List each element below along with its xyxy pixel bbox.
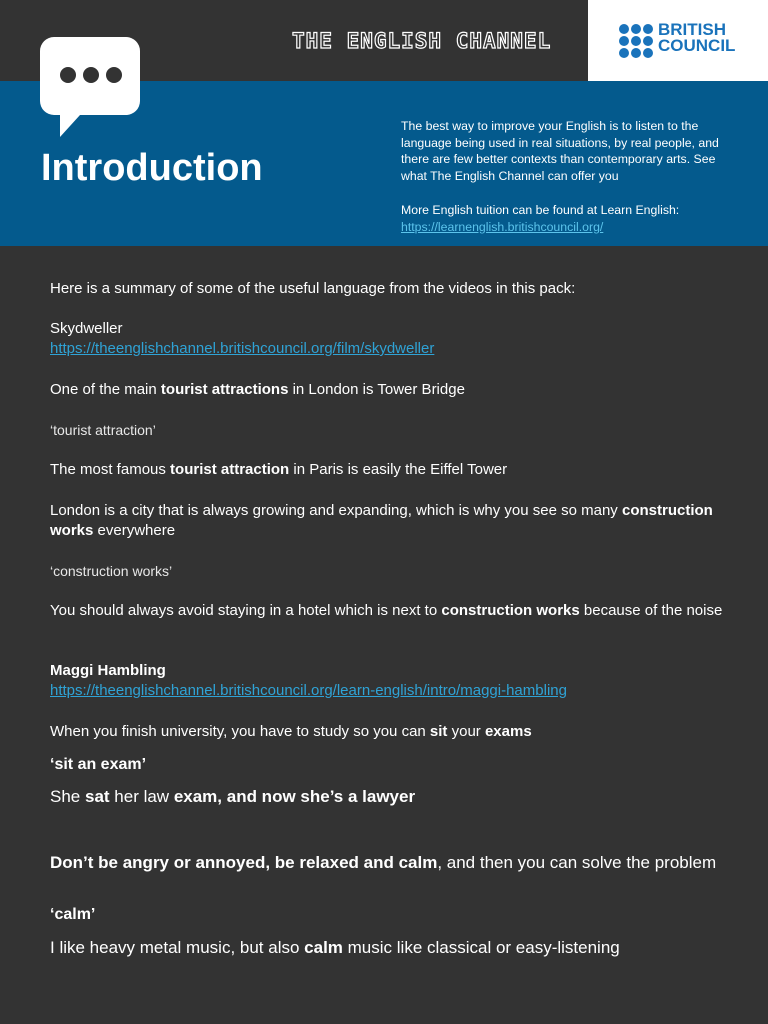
vocabulary-term: ‘sit an exam’ [50,756,147,773]
example-sentence: I like heavy metal music, but also calm music like classical or easy-listening [50,938,620,957]
skydweller-link[interactable]: https://theenglishchannel.britishcouncil.org/film/skydweller [50,340,435,357]
vocabulary-term: ‘construction works’ [50,563,173,579]
logo-line2: COUNCIL [658,36,736,55]
learn-english-link[interactable]: https://learnenglish.britishcouncil.org/ [401,219,604,234]
film-title-maggi-hambling: Maggi Hambling [50,662,166,679]
example-sentence: When you finish university, you have to study so you can sit your exams [50,723,532,740]
channel-title: THE ENGLISH CHANNEL [292,29,552,53]
banner-paragraph: The best way to improve your English is to listen to the language being used in real situations, by real people, and there are few better contexts than contemporary arts. See what The English Channel can offer you [401,119,719,183]
british-council-logo [588,0,768,81]
example-sentence: One of the main tourist attractions in London is Tower Bridge [50,381,465,398]
banner-description [401,118,741,235]
summary-text: Here is a summary of some of the useful language from the videos in this pack: [50,280,576,297]
logo-dots-icon [619,24,655,58]
example-sentence: She sat her law exam, and now she’s a lawyer [50,787,416,806]
more-tuition-text: More English tuition can be found at Learn English: [401,203,680,217]
logo-line1: BRITISH [658,20,726,39]
vocabulary-term: ‘calm’ [50,906,96,923]
vocabulary-term: ‘tourist attraction’ [50,422,156,438]
maggi-hambling-link[interactable]: https://theenglishchannel.britishcouncil.org/learn-english/intro/maggi-hambling [50,682,567,699]
film-title-skydweller: Skydweller [50,320,123,337]
logo-text [658,22,735,54]
page-title: Introduction [41,147,263,189]
speech-bubble-icon [40,37,142,139]
example-sentence: London is a city that is always growing and expanding, which is why you see so many construction works everywhere [50,502,713,539]
example-sentence: Don’t be angry or annoyed, be relaxed and calm, and then you can solve the problem [50,853,717,872]
example-sentence: You should always avoid staying in a hotel which is next to construction works because of the noise [50,602,723,619]
example-sentence: The most famous tourist attraction in Paris is easily the Eiffel Tower [50,461,508,478]
